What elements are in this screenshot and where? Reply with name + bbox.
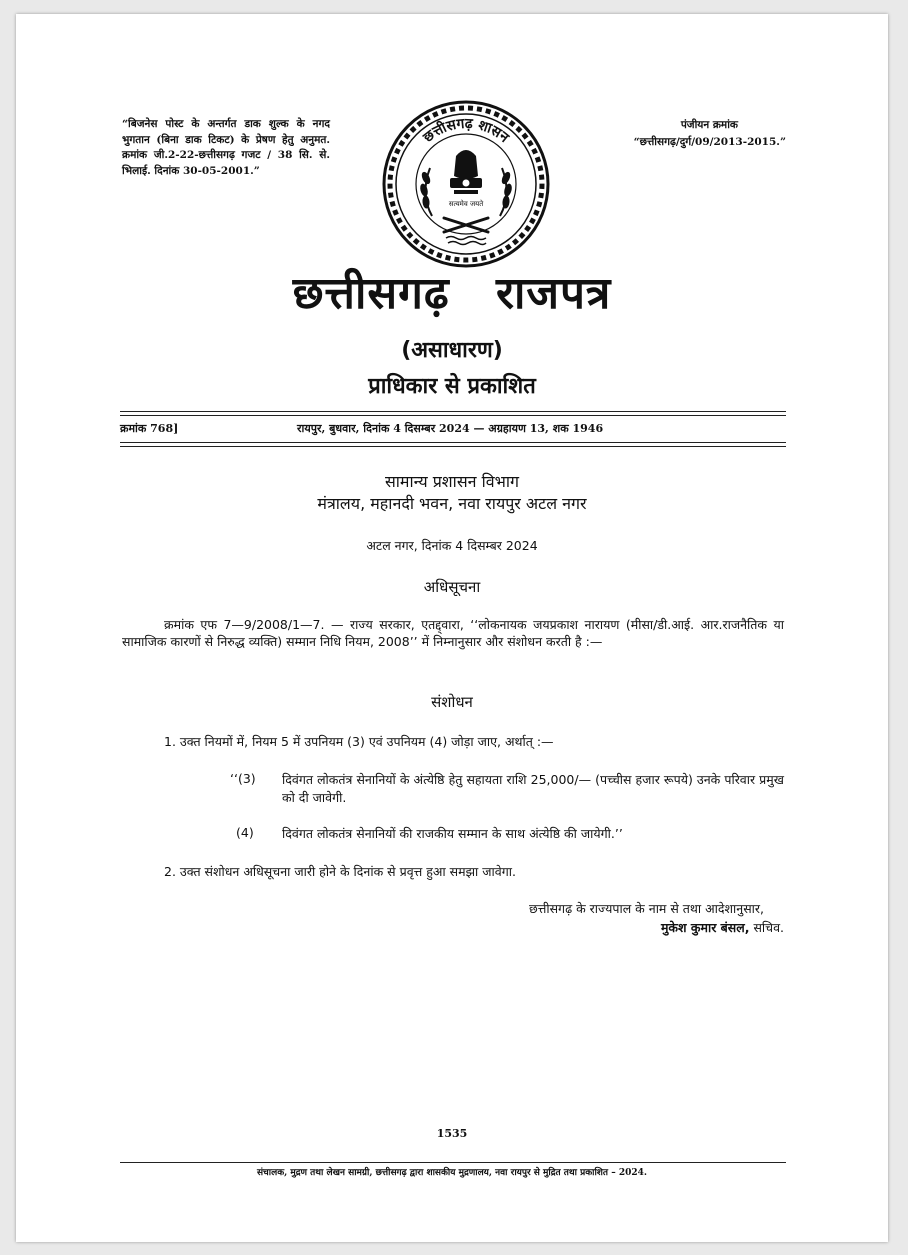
department-block [16,471,888,515]
signature-authority-line: छत्तीसगढ़ के राज्यपाल के नाम से तथा आदेशानुसार, [528,901,764,916]
postal-permit-note: “बिजनेस पोस्ट के अन्तर्गत डाक शुल्क के नगद भुगतान (बिना डाक टिकट) के प्रेषण हेतु अनुमत. क्रमांक जी.2-22-छत्तीसगढ़ गजट / 38 सि. से. भिलाई. दिनांक 30-05-2001.” [122,118,330,177]
notification-paragraph: क्रमांक एफ 7—9/2008/1—7. — राज्य सरकार, एतद्द्वारा, ‘‘लोकनायक जयप्रकाश नारायण (मीसा/डी.आई. आर.राजनैतिक या सामाजिक कारणों से निरुद्ध व्यक्ति) सम्मान निधि नियम, 2008’’ में निम्नानुसार और संशोधन करती है :— [122,617,784,649]
lion-capital-icon [450,150,482,194]
registration-label: पंजीयन क्रमांक [680,119,738,131]
amendment-item-2: 2. उक्त संशोधन अधिसूचना जारी होने के दिनांक से प्रवृत्त हुआ समझा जावेगा. [164,864,516,879]
authority-label: प्राधिकार से प्रकाशित [368,374,536,399]
issue-number: क्रमांक 768] [120,422,179,435]
subrule-3-number: ‘‘(3) [230,771,256,786]
department-address: मंत्रालय, महानदी भवन, नवा रायपुर अटल नगर [317,494,587,513]
subrule-4-text: दिवंगत लोकतंत्र सेनानियों की राजकीय सम्मान के साथ अंत्येष्ठि की जायेगी.’’ [282,826,623,841]
amendment-item-1: 1. उक्त नियमों में, नियम 5 में उपनियम (3) एवं उपनियम (4) जोड़ा जाए, अर्थात् :— [164,734,554,749]
gazette-page [16,14,888,1242]
signature-block [396,919,784,936]
printer-imprint: संचालक, मुद्रण तथा लेखन सामग्री, छत्तीसगढ़ द्वारा शासकीय मुद्रणालय, नवा रायपुर से मुद्रित तथा प्रकाशित – 2024. [256,1168,648,1178]
footer-rule [120,1162,786,1163]
registration-block [596,117,786,151]
notification-heading: अधिसूचना [423,578,481,596]
seal-title-text: छत्तीसगढ़ शासन [420,115,512,146]
amendment-heading: संशोधन [431,693,473,711]
top-rule-2 [120,415,786,416]
state-emblem-seal [380,98,552,270]
extraordinary-label: (असाधारण) [401,338,503,363]
department-name: सामान्य प्रशासन विभाग [384,472,520,491]
signatory-title: सचिव. [749,920,784,935]
place-date: अटल नगर, दिनांक 4 दिसम्बर 2024 [366,538,538,553]
bottom-rule-1 [120,442,786,443]
water-waves-icon [446,237,486,245]
issue-date: रायपुर, बुधवार, दिनांक 4 दिसम्बर 2024 — अग्रहायण 13, शक 1946 [297,422,604,435]
top-rule-1 [120,411,786,412]
gazette-title: छत्तीसगढ़ राजपत्र [292,268,612,319]
subrule-3-text: दिवंगत लोकतंत्र सेनानियों के अंत्येष्ठि हेतु सहायता राशि 25,000/— (पच्चीस हजार रूपये) उनके परिवार प्रमुख को दी जावेगी. [282,772,784,805]
signatory-name: मुकेश कुमार बंसल, [660,920,750,935]
bottom-rule-2 [120,446,786,447]
seal-motto: सत्यमेव जयते [448,200,484,208]
crossed-tools-icon [444,218,488,232]
page-number: 1535 [436,1127,468,1140]
subrule-4-number: (4) [236,825,254,840]
registration-number: “छत्तीसगढ़/दुर्ग/09/2013-2015.” [633,136,786,148]
